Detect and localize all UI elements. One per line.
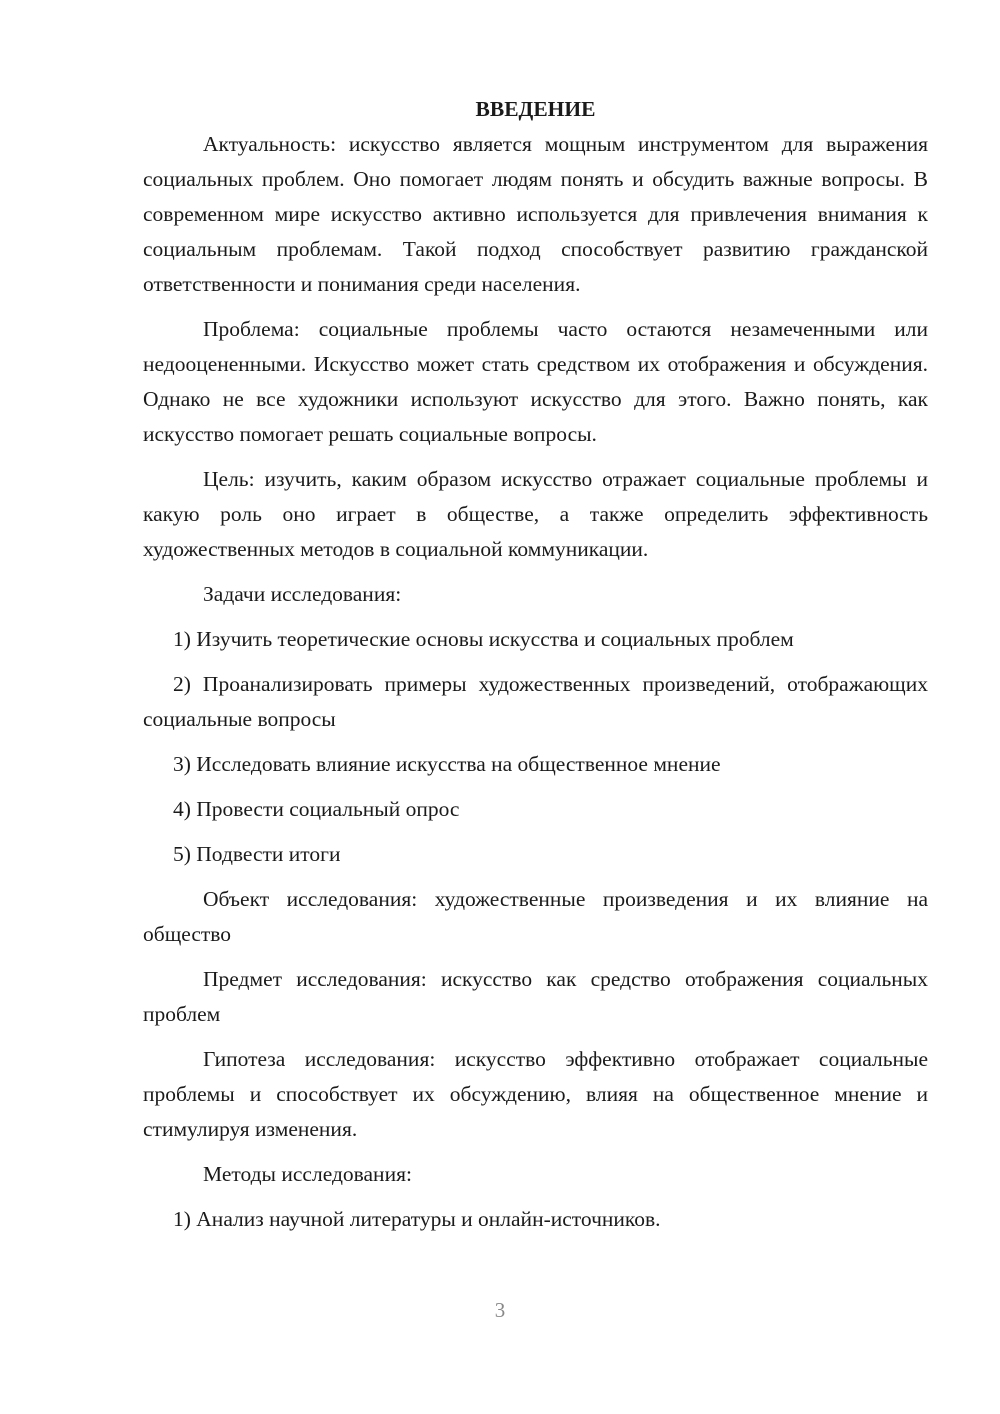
tasks-heading: Задачи исследования: xyxy=(203,582,402,606)
document-page xyxy=(143,92,928,1237)
paragraph-problem: Проблема: социальные проблемы часто остаются незамеченными или недооцененными. Искусство может стать средством их отображения и обсуждения. Однако не все художники используют искусство для этого. Важно понять, как искусство помогает решать социальные вопросы. xyxy=(143,317,928,446)
methods-list xyxy=(143,1202,928,1237)
tasks-list xyxy=(143,622,928,872)
paragraph-object: Объект исследования: художественные произведения и их влияние на общество xyxy=(143,887,928,946)
paragraph-actuality: Актуальность: искусство является мощным инструментом для выражения социальных проблем. Оно помогает людям понять и обсудить важные вопросы. В современном мире искусство активно используется для привлечения внимания к социальным проблемам. Такой подход способствует развитию гражданской ответственности и понимания среди населения. xyxy=(143,132,928,296)
paragraph-goal: Цель: изучить, каким образом искусство отражает социальные проблемы и какую роль оно играет в обществе, а также определить эффективность художественных методов в социальной коммуникации. xyxy=(143,467,928,561)
page-title: ВВЕДЕНИЕ xyxy=(475,97,596,121)
list-item: 3) Исследовать влияние искусства на общественное мнение xyxy=(173,752,721,776)
list-item: 1) Анализ научной литературы и онлайн-источников. xyxy=(173,1207,661,1231)
methods-heading: Методы исследования: xyxy=(203,1162,412,1186)
list-item: 2) Проанализировать примеры художественных произведений, отображающих социальные вопросы xyxy=(143,672,928,731)
list-item: 1) Изучить теоретические основы искусства и социальных проблем xyxy=(173,627,794,651)
paragraph-subject: Предмет исследования: искусство как средство отображения социальных проблем xyxy=(143,967,928,1026)
page-number: 3 xyxy=(494,1298,506,1322)
paragraph-hypothesis: Гипотеза исследования: искусство эффективно отображает социальные проблемы и способствует их обсуждению, влияя на общественное мнение и стимулируя изменения. xyxy=(143,1047,928,1141)
list-item: 4) Провести социальный опрос xyxy=(173,797,460,821)
list-item: 5) Подвести итоги xyxy=(173,842,341,866)
